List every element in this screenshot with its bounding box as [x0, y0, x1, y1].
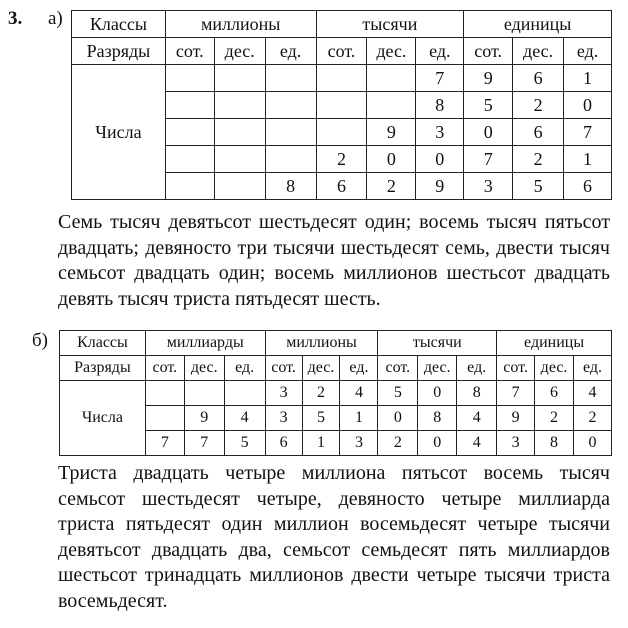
rank-header: сот. — [497, 356, 535, 381]
digit-cell — [265, 65, 316, 92]
digit-cell: 8 — [457, 381, 497, 406]
digit-cell: 5 — [513, 173, 564, 200]
digit-cell: 0 — [367, 146, 416, 173]
digit-cell — [145, 381, 184, 406]
digit-cell: 6 — [513, 65, 564, 92]
digit-cell — [214, 146, 265, 173]
rank-header: ед. — [574, 356, 612, 381]
digit-cell: 3 — [464, 173, 513, 200]
class-header: миллионы — [165, 11, 316, 38]
digit-cell: 3 — [340, 431, 378, 456]
digit-cell: 5 — [302, 406, 340, 431]
digit-cell: 2 — [513, 146, 564, 173]
rank-header: ед. — [416, 38, 464, 65]
rank-header: ед. — [265, 38, 316, 65]
digit-cell: 6 — [564, 173, 612, 200]
digit-cell: 2 — [302, 381, 340, 406]
digit-cell: 2 — [316, 146, 367, 173]
digit-cell — [165, 92, 214, 119]
rank-header: дес. — [214, 38, 265, 65]
digit-cell: 9 — [184, 406, 224, 431]
digit-cell: 7 — [564, 119, 612, 146]
digit-cell: 6 — [535, 381, 574, 406]
digit-cell: 8 — [416, 92, 464, 119]
digit-cell — [316, 119, 367, 146]
digit-cell: 8 — [418, 406, 457, 431]
digit-cell — [165, 146, 214, 173]
digit-cell: 9 — [464, 65, 513, 92]
class-header: единицы — [497, 331, 612, 356]
digit-cell: 0 — [416, 146, 464, 173]
digit-cell: 5 — [378, 381, 418, 406]
rank-header: дес. — [367, 38, 416, 65]
digit-cell — [265, 119, 316, 146]
digit-cell: 9 — [497, 406, 535, 431]
rank-header: дес. — [302, 356, 340, 381]
digit-cell: 4 — [574, 381, 612, 406]
digit-cell — [165, 119, 214, 146]
ranks-header: Разряды — [60, 356, 146, 381]
rank-header: ед. — [224, 356, 265, 381]
digit-cell: 3 — [497, 431, 535, 456]
digit-cell: 1 — [564, 146, 612, 173]
digit-cell — [214, 65, 265, 92]
digit-cell — [165, 173, 214, 200]
digit-cell — [145, 406, 184, 431]
part-a-label: а) — [48, 8, 63, 29]
digit-cell — [214, 173, 265, 200]
digit-cell — [367, 65, 416, 92]
digit-cell: 9 — [416, 173, 464, 200]
place-value-table-b — [59, 330, 612, 456]
digit-cell: 7 — [184, 431, 224, 456]
digit-cell: 1 — [340, 406, 378, 431]
numbers-label: Числа — [60, 381, 146, 456]
digit-cell: 0 — [574, 431, 612, 456]
digit-cell: 6 — [265, 431, 302, 456]
digit-cell — [165, 65, 214, 92]
class-header: тысячи — [378, 331, 497, 356]
digit-cell: 2 — [367, 173, 416, 200]
digit-cell: 7 — [145, 431, 184, 456]
digit-cell — [265, 92, 316, 119]
rank-header: сот. — [265, 356, 302, 381]
digit-cell — [265, 146, 316, 173]
ranks-header: Разряды — [72, 38, 166, 65]
rank-header: дес. — [535, 356, 574, 381]
part-b-answer-text: Триста двадцать четыре миллиона пятьсот восемь тысяч семьсот шестьдесят четыре, девяносто четыре миллиарда триста пятьдесят один миллион восемьдесят четыре тысячи девятьсот двадцать два, семьсот семьдесят пять миллиардов шестьсот тринадцать миллионов двести четыре тысячи триста восемьдесят. — [58, 462, 610, 612]
digit-cell — [184, 381, 224, 406]
rank-header: дес. — [513, 38, 564, 65]
digit-cell: 0 — [564, 92, 612, 119]
numbers-label: Числа — [72, 65, 166, 200]
rank-header: сот. — [316, 38, 367, 65]
classes-header: Классы — [60, 331, 146, 356]
digit-cell: 8 — [535, 431, 574, 456]
place-value-table-a — [71, 10, 612, 200]
class-header: миллионы — [265, 331, 378, 356]
digit-cell: 7 — [416, 65, 464, 92]
digit-cell — [214, 92, 265, 119]
classes-header: Классы — [72, 11, 166, 38]
digit-cell: 8 — [265, 173, 316, 200]
digit-cell — [316, 65, 367, 92]
rank-header: дес. — [418, 356, 457, 381]
rank-header: сот. — [464, 38, 513, 65]
digit-cell — [224, 381, 265, 406]
digit-cell: 7 — [464, 146, 513, 173]
digit-cell: 3 — [416, 119, 464, 146]
digit-cell: 6 — [513, 119, 564, 146]
part-b-label: б) — [32, 330, 48, 351]
exercise-number: 3. — [8, 8, 23, 29]
digit-cell: 2 — [535, 406, 574, 431]
digit-cell: 9 — [367, 119, 416, 146]
digit-cell: 2 — [378, 431, 418, 456]
digit-cell: 4 — [457, 406, 497, 431]
digit-cell: 4 — [340, 381, 378, 406]
digit-cell — [316, 92, 367, 119]
class-header: тысячи — [316, 11, 464, 38]
digit-cell: 1 — [302, 431, 340, 456]
digit-cell: 5 — [224, 431, 265, 456]
digit-cell: 3 — [265, 381, 302, 406]
part-a-answer-text: Семь тысяч девятьсот шестьдесят один; восемь тысяч пятьсот двадцать; девяносто три тысячи шестьдесят семь, двести тысяч семьсот двадцать один; восемь миллионов шестьсот двадцать девять тысяч триста пятьдесят шесть. — [58, 211, 610, 310]
digit-cell: 7 — [497, 381, 535, 406]
digit-cell: 6 — [316, 173, 367, 200]
digit-cell: 0 — [464, 119, 513, 146]
digit-cell — [214, 119, 265, 146]
digit-cell: 3 — [265, 406, 302, 431]
digit-cell: 0 — [418, 381, 457, 406]
digit-cell: 5 — [464, 92, 513, 119]
digit-cell: 2 — [513, 92, 564, 119]
rank-header: ед. — [564, 38, 612, 65]
rank-header: дес. — [184, 356, 224, 381]
rank-header: сот. — [378, 356, 418, 381]
digit-cell: 2 — [574, 406, 612, 431]
class-header: единицы — [464, 11, 612, 38]
digit-cell: 0 — [418, 431, 457, 456]
digit-cell: 4 — [224, 406, 265, 431]
digit-cell — [367, 92, 416, 119]
digit-cell: 4 — [457, 431, 497, 456]
rank-header: ед. — [340, 356, 378, 381]
class-header: миллиарды — [145, 331, 265, 356]
digit-cell: 1 — [564, 65, 612, 92]
rank-header: сот. — [145, 356, 184, 381]
rank-header: ед. — [457, 356, 497, 381]
rank-header: сот. — [165, 38, 214, 65]
digit-cell: 0 — [378, 406, 418, 431]
